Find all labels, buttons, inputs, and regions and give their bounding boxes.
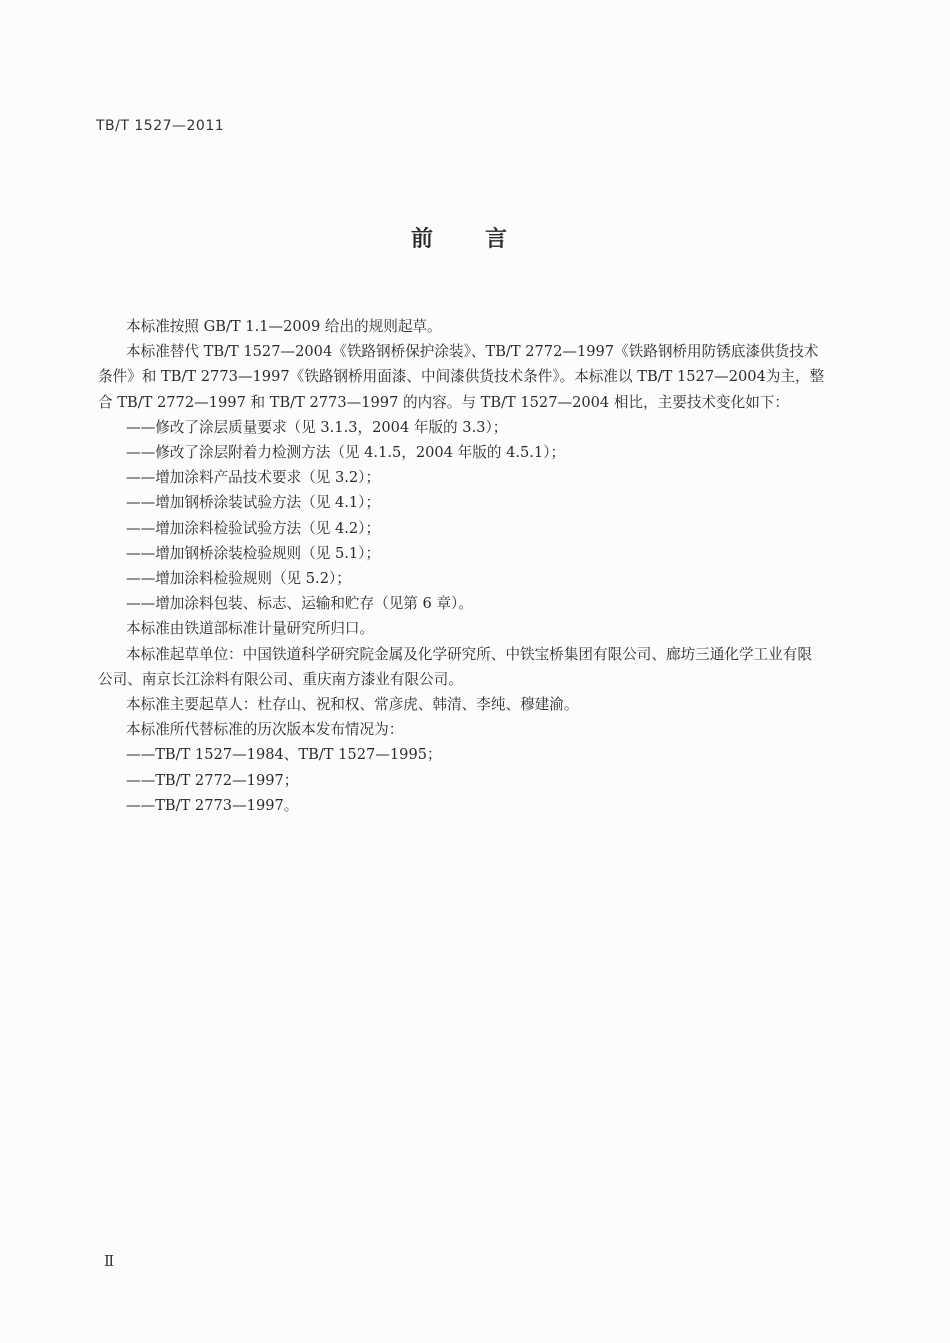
page-number: Ⅱ (104, 1252, 115, 1270)
foreword-body (98, 314, 826, 818)
paragraph-drafting-rules: 本标准按照 GB/T 1.1—2009 给出的规则起草。 (126, 318, 442, 335)
change-item: ——修改了涂层附着力检测方法（见 4.1.5，2004 年版的 4.5.1）； (126, 444, 566, 462)
history-item: ——TB/T 2773—1997。 (126, 796, 299, 814)
change-item: ——增加涂料检验试验方法（见 4.2）； (126, 519, 381, 537)
change-item: ——增加钢桥涂装试验方法（见 4.1）； (126, 494, 381, 512)
paragraph-drafting-units: 本标准起草单位：中国铁道科学研究院金属及化学研究所、中铁宝桥集团有限公司、廊坊三通化学工业有限公司、南京长江涂料有限公司、重庆南方漆业有限公司。 (98, 645, 812, 688)
history-item: ——TB/T 2772—1997； (126, 771, 299, 789)
paragraph-drafters: 本标准主要起草人：杜存山、祝和权、常彦虎、韩清、李纯、穆建渝。 (126, 696, 579, 714)
change-item: ——增加钢桥涂装检验规则（见 5.1）； (126, 544, 381, 562)
paragraph-replacement: 本标准替代 TB/T 1527—2004《铁路钢桥保护涂装》、TB/T 2772—1997《铁路钢桥用防锈底漆供货技术条件》和 TB/T 2773—1997《铁路钢桥用面漆、中间漆供货技术条件》。本标准以 TB/T 1527—2004为主，整合 TB/T 2772—1997 和 TB/T 2773—1997 的内容。与 TB/T 1527—2004 相比，主要技术变化如下： (98, 343, 825, 411)
change-item: ——增加涂料检验规则（见 5.2）； (126, 570, 351, 588)
document-code: TB/T 1527—2011 (96, 118, 225, 134)
change-item: ——增加涂料产品技术要求（见 3.2）； (126, 469, 381, 487)
history-item: ——TB/T 1527—1984、TB/T 1527—1995； (126, 746, 442, 764)
change-item: ——增加涂料包装、标志、运输和贮存（见第 6 章）。 (126, 595, 473, 613)
paragraph-history-intro: 本标准所代替标准的历次版本发布情况为： (126, 721, 404, 739)
page-title: 前言 (410, 227, 559, 252)
change-item: ——修改了涂层质量要求（见 3.1.3，2004 年版的 3.3）； (126, 418, 508, 436)
paragraph-responsible-body: 本标准由铁道部标准计量研究所归口。 (126, 620, 375, 638)
